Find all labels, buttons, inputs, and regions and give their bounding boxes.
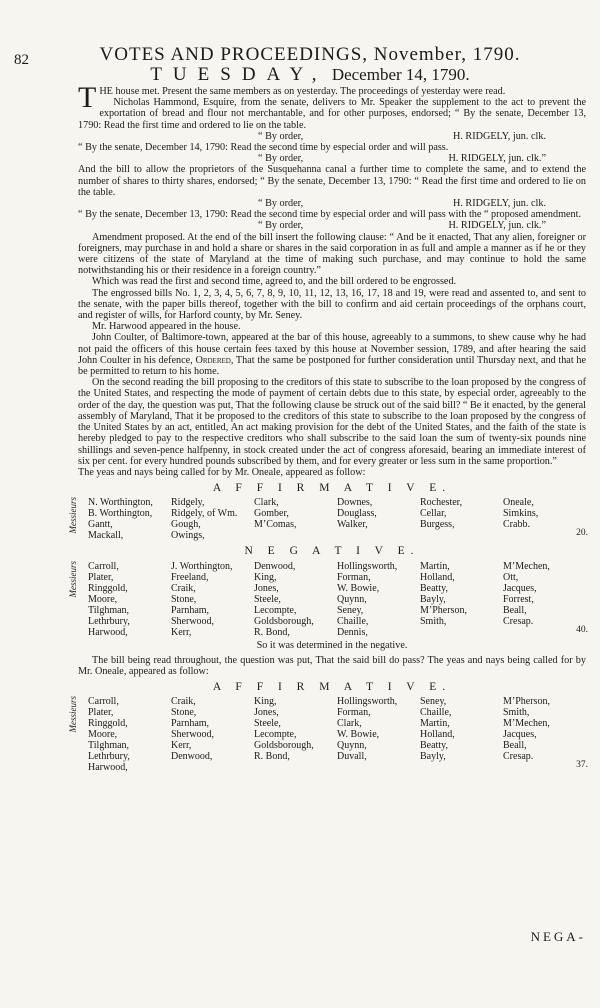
member-name: Goldsborough, <box>254 740 314 752</box>
vote-column <box>420 497 503 541</box>
vote-column <box>88 497 171 541</box>
member-name: Parnham, <box>171 604 210 616</box>
member-name: Lecompte, <box>254 729 297 741</box>
member-name: Sherwood, <box>171 615 215 627</box>
vote-column <box>337 561 420 638</box>
member-name: Chaille, <box>337 615 369 627</box>
member-name: Jones, <box>254 582 279 594</box>
paragraph: Mr. Harwood appeared in the house. <box>92 321 241 333</box>
vote-column <box>503 497 586 541</box>
vote-count: 40. <box>576 624 588 635</box>
member-name: Bayly, <box>420 751 446 763</box>
paragraph: “ By the senate, December 13, 1790: Read the second time by especial order and will pass with the “ proposed amendment. <box>78 209 581 221</box>
member-name: Kerr, <box>171 740 192 752</box>
member-name: Moore, <box>88 729 118 741</box>
member-name: W. Bowie, <box>337 582 380 594</box>
member-name: Sherwood, <box>171 729 215 741</box>
paragraph: And the bill to allow the proprietors of the Susquehanna canal a further time to complete the same, and to extend the number of shares to thirty shares, endorsed; “ By the senate, December 13, 1790: “ Read the first time and ordered to lie on the table. <box>78 164 586 198</box>
signature-line: “ By order, H. RIDGELY, jun. clk. <box>258 198 546 210</box>
member-name: Jacques, <box>503 582 537 594</box>
member-name: Rochester, <box>420 497 463 509</box>
vote-column <box>171 497 254 541</box>
member-name: Cresap. <box>503 615 534 627</box>
member-name: King, <box>254 571 277 583</box>
member-name: Craik, <box>171 696 196 708</box>
vote-heading: A F F I R M A T I V E. <box>212 482 452 495</box>
member-name: Walker, <box>337 519 368 531</box>
member-name: Steele, <box>254 718 281 730</box>
member-name: W. Bowie, <box>337 729 380 741</box>
member-name: Burgess, <box>420 519 455 531</box>
member-name: Clark, <box>254 497 279 509</box>
vote-column <box>88 561 171 638</box>
member-name: Tilghman, <box>88 604 130 616</box>
document-body <box>68 81 588 774</box>
vote-column <box>254 696 337 773</box>
signature-line: “ By order, H. RIDGELY, jun. clk. <box>258 130 546 142</box>
messieurs-label: Messieurs <box>68 696 78 733</box>
member-name: Quynn, <box>337 740 367 752</box>
member-name: Harwood, <box>88 762 128 774</box>
paragraph: John Coulter, of Baltimore-town, appeared at the bar of this house, agreeably to a summons, to shew cause why he had not paid the officers of this house certain fees taxed by this house at November session, 1789, and after hearing the said John Coulter in his defence, Ordered, That the same be postponed for further consideration until Thursday next, and that he be permitted to return to his home. <box>78 332 586 378</box>
member-name: Jacques, <box>503 729 537 741</box>
vote-heading: N E G A T I V E. <box>244 545 420 558</box>
member-name: Gough, <box>171 519 201 531</box>
paragraph: Amendment proposed. At the end of the bill insert the following clause: “ And be it enacted, That any alien, foreigner or foreigners, may purchase in and hold a share or shares in the said corporation in as full and ample a manner as if he or they were citizens of the state of Maryland at the time of making such purchase, and may continue to hold the same notwithstanding his or their residence in a foreign country.” <box>78 231 586 277</box>
member-name: Gomber, <box>254 508 289 520</box>
member-name: Simkins, <box>503 508 539 520</box>
member-name: Clark, <box>337 718 362 730</box>
member-name: Duvall, <box>337 751 367 763</box>
member-name: Moore, <box>88 593 118 605</box>
member-name: Forman, <box>337 707 371 719</box>
member-name: Steele, <box>254 593 281 605</box>
member-name: Beall, <box>503 604 527 616</box>
determination-note: So it was determined in the negative. <box>256 639 408 651</box>
member-name: Hollingsworth, <box>337 560 398 572</box>
signature-line: “ By order, H. RIDGELY, jun. clk.” <box>258 220 546 232</box>
member-name: Jones, <box>254 707 279 719</box>
vote-column <box>171 696 254 773</box>
member-name: Chaille, <box>420 707 452 719</box>
vote-column <box>254 561 337 638</box>
member-name: Seney, <box>337 604 364 616</box>
member-name: Stone, <box>171 593 197 605</box>
member-name: Gantt, <box>88 519 113 531</box>
paragraph: The engrossed bills No. 1, 2, 3, 4, 5, 6, 7, 8, 9, 10, 11, 12, 13, 16, 17, 18 and 19, were read and assented to, and sent to the senate, with the paper bills thereof, together with the bill to confirm and aid certain proceedings of the orphans court, and register of wills, for Harford county, by Mr. Seney. <box>78 287 586 322</box>
member-name: Holland, <box>420 571 455 583</box>
member-name: Carroll, <box>88 560 119 572</box>
paragraph: The bill being read throughout, the question was put, That the said bill do pass? The yeas and nays being called for by Mr. Oneale, appeared as follow: <box>78 654 586 677</box>
member-name: King, <box>254 696 277 708</box>
member-name: Beall, <box>503 740 527 752</box>
member-name: Plater, <box>88 571 114 583</box>
vote-column <box>503 561 586 638</box>
member-name: Forman, <box>337 571 371 583</box>
paragraph: The yeas and nays being called for by Mr. Oneale, appeared as follow: <box>78 466 366 478</box>
member-name: Forrest, <box>503 593 534 605</box>
vote-column <box>503 696 586 773</box>
member-name: Ringgold, <box>88 718 128 730</box>
member-name: Ridgely, of Wm. <box>171 508 238 520</box>
member-name: Goldsborough, <box>254 615 314 627</box>
member-name: Harwood, <box>88 626 128 638</box>
member-name: Lethrbury, <box>88 751 130 763</box>
member-name: Denwood, <box>254 560 296 572</box>
member-name: B. Worthington, <box>88 508 153 520</box>
date-heading <box>60 64 560 86</box>
member-name: Lecompte, <box>254 604 297 616</box>
catchword: NEGA- <box>530 929 586 944</box>
vote-column <box>171 561 254 638</box>
vote-column <box>420 561 503 638</box>
member-name: Seney, <box>420 696 447 708</box>
member-name: Hollingsworth, <box>337 696 398 708</box>
member-name: M’Mechen, <box>503 718 550 730</box>
vote-heading: A F F I R M A T I V E. <box>212 681 452 694</box>
vote-count: 20. <box>576 528 588 539</box>
member-name: Owings, <box>171 530 205 542</box>
member-name: Smith, <box>503 707 530 719</box>
member-name: Douglass, <box>337 508 377 520</box>
vote-list <box>68 497 588 542</box>
vote-column <box>420 696 503 773</box>
running-title: VOTES AND PROCEEDINGS, November, 1790. <box>99 44 521 65</box>
vote-count: 37. <box>576 760 588 771</box>
member-name: Martin, <box>420 560 450 572</box>
paragraph: Which was read the first and second time, agreed to, and the bill ordered to be engrossed. <box>92 276 457 288</box>
messieurs-label: Messieurs <box>68 560 78 598</box>
member-name: Ringgold, <box>88 582 128 594</box>
paragraph: On the second reading the bill proposing to the creditors of this state to subscribe to the loan proposed by the congress of the United States, and respecting the mode of payment of certain debts due to this state, by especial order, agreeably to the order of the day, the question was put, That the following clause be struck out of the said bill? “ Be it enacted, by the general assembly of Maryland, That it be proposed to the creditors of this state to subscribe to the loan proposed by the congress of the United States by an act, entitled, An act making provision for the debt of the United States, and the faith of the state is hereby pledged to pay to the respective creditors who shall subscribe to the said loan the sum of twenty-six pounds nine shillings and seven-pence halfpenny, in stock created under the act of congress aforesaid, bearing an immediate interest of six per cent. for every hundred pounds subscribed by them, and for every greater or less sum in the same proportion.” <box>78 377 586 467</box>
member-name: Denwood, <box>171 751 213 763</box>
member-name: Carroll, <box>88 696 119 708</box>
member-name: Downes, <box>337 497 373 509</box>
vote-column <box>337 696 420 773</box>
member-name: Lethrbury, <box>88 615 130 627</box>
member-name: Plater, <box>88 707 114 719</box>
paragraph: THE house met. Present the same members as on yesterday. The proceedings of yesterday were read. <box>78 81 506 114</box>
member-name: M’Mechen, <box>503 560 550 572</box>
member-name: Quynn, <box>337 593 367 605</box>
member-name: Ridgely, <box>171 497 205 509</box>
member-name: Ott, <box>503 571 519 583</box>
paragraph: Nicholas Hammond, Esquire, from the senate, delivers to Mr. Speaker the supplement to the act to prevent the exportation of bread and flour not merchantable, and for other purposes, endorsed; “ By the senate, December 13, 1790: Read the first time and ordered to lie on the table. <box>78 97 586 131</box>
member-name: Parnham, <box>171 718 210 730</box>
vote-column <box>88 696 171 773</box>
member-name: Cresap. <box>503 751 534 763</box>
vote-column <box>254 497 337 541</box>
member-name: Oneale, <box>503 497 534 509</box>
member-name: Cellar, <box>420 508 447 520</box>
member-name: Holland, <box>420 729 455 741</box>
member-name: M’Pherson, <box>503 696 550 708</box>
member-name: Bayly, <box>420 593 446 605</box>
member-name: Freeland, <box>171 571 209 583</box>
paragraph: “ By the senate, December 14, 1790: Read the second time by especial order and will pass. <box>78 142 449 154</box>
date-text: December 14, 1790. <box>331 65 470 84</box>
member-name: Kerr, <box>171 626 192 638</box>
member-name: Tilghman, <box>88 740 130 752</box>
member-name: Crabb. <box>503 519 530 531</box>
member-name: M’Comas, <box>254 519 297 531</box>
day-name: TUESDAY, <box>150 64 328 85</box>
messieurs-label: Messieurs <box>68 497 78 534</box>
page-number: 82 <box>14 52 29 68</box>
member-name: Craik, <box>171 582 196 594</box>
member-name: J. Worthington, <box>171 560 233 572</box>
member-name: R. Bond, <box>254 751 290 763</box>
member-name: Beatty, <box>420 740 448 752</box>
member-name: Martin, <box>420 718 450 730</box>
member-name: Dennis, <box>337 626 368 638</box>
vote-list <box>68 696 588 774</box>
member-name: N. Worthington, <box>88 497 153 509</box>
vote-column <box>337 497 420 541</box>
vote-list <box>68 560 588 638</box>
member-name: Beatty, <box>420 582 448 594</box>
member-name: M’Pherson, <box>420 604 467 616</box>
drop-cap: T <box>78 81 97 114</box>
member-name: R. Bond, <box>254 626 290 638</box>
member-name: Stone, <box>171 707 197 719</box>
member-name: Smith, <box>420 615 447 627</box>
signature-line: “ By order, H. RIDGELY, jun. clk.” <box>258 153 546 165</box>
member-name: Mackall, <box>88 530 124 542</box>
